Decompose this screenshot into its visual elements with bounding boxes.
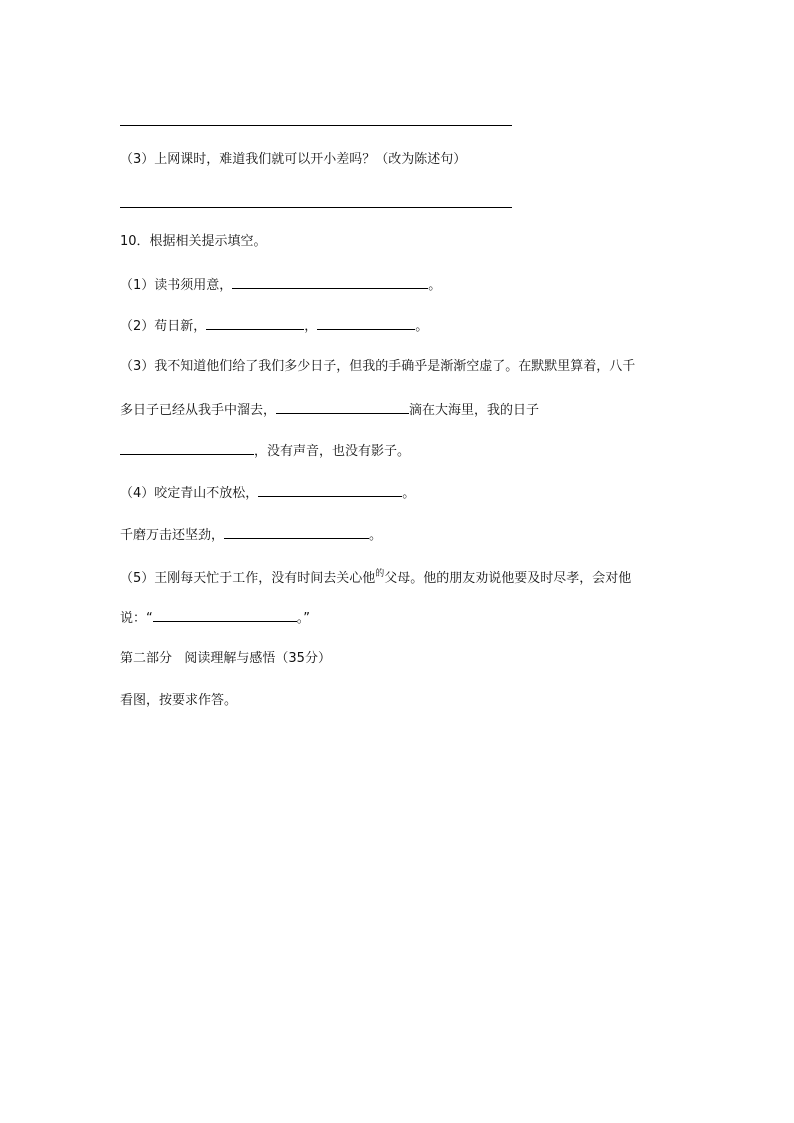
q10-4-prompt-a: （4）咬定青山不放松， <box>120 486 259 501</box>
q10-5-prompt-b: 说：“ <box>120 611 153 626</box>
q10-item-5-line-2 <box>120 608 310 628</box>
q9-3-text: （3）上网课时，难道我们就可以开小差吗？（改为陈述句） <box>120 152 467 167</box>
q10-1-prompt: （1）读书须用意， <box>120 278 233 293</box>
q10-3-blank-b[interactable] <box>120 441 254 455</box>
q10-item-3-line-1 <box>120 358 635 376</box>
q10-4-end-b: 。 <box>369 528 383 543</box>
q9-3-prompt <box>120 151 466 169</box>
q10-title-text: 10．根据相关提示填空。 <box>120 234 267 249</box>
q10-2-blank-a[interactable] <box>206 316 304 330</box>
q10-2-sep: ， <box>304 319 318 334</box>
q10-3-blank-a[interactable] <box>276 400 409 414</box>
answer-line-q9-3[interactable] <box>120 207 512 208</box>
answer-line-q9-2[interactable] <box>120 125 512 126</box>
q10-item-3-line-2 <box>120 400 539 420</box>
q10-5-end: 。” <box>296 611 310 626</box>
q10-5-text-1: （5）王刚每天忙于工作，没有时间去关心他 <box>120 571 376 586</box>
q10-3-text-2: 多日子已经从我手中溜去， <box>120 403 277 418</box>
q10-4-end-a: 。 <box>402 486 416 501</box>
part2-instruction <box>120 692 237 710</box>
q10-item-1 <box>120 275 441 295</box>
q10-4-blank-a[interactable] <box>258 483 402 497</box>
q10-2-blank-b[interactable] <box>317 316 415 330</box>
q10-2-end: 。 <box>415 319 429 334</box>
q10-item-3-line-3 <box>120 441 410 461</box>
q10-4-prompt-b: 千磨万击还坚劲， <box>120 528 225 543</box>
q10-5-text-2: 父母。他的朋友劝说他要及时尽孝，会对他 <box>384 571 632 586</box>
q10-item-4-line-2 <box>120 525 382 545</box>
q10-item-2 <box>120 316 428 336</box>
q10-3-text-3: 滴在大海里，我的日子 <box>409 403 540 418</box>
q10-1-blank[interactable] <box>232 275 428 289</box>
part2-title-text: 第二部分 阅读理解与感悟（35分） <box>120 651 331 666</box>
q10-4-blank-b[interactable] <box>224 525 369 539</box>
q10-2-prompt: （2）苟日新， <box>120 319 207 334</box>
q10-item-5-line-1 <box>120 570 631 589</box>
q10-item-4-line-1 <box>120 483 415 503</box>
q10-3-text-1: （3）我不知道他们给了我们多少日子，但我的手确乎是渐渐空虚了。在默默里算着，八千 <box>120 359 636 374</box>
q10-5-sup: 的 <box>375 569 385 579</box>
part2-title <box>120 650 331 668</box>
q10-3-text-4: ，没有声音，也没有影子。 <box>254 444 411 459</box>
q10-title <box>120 233 267 251</box>
part2-instruction-text: 看图，按要求作答。 <box>120 693 238 708</box>
q10-5-blank[interactable] <box>153 608 297 622</box>
q10-1-end: 。 <box>428 278 442 293</box>
